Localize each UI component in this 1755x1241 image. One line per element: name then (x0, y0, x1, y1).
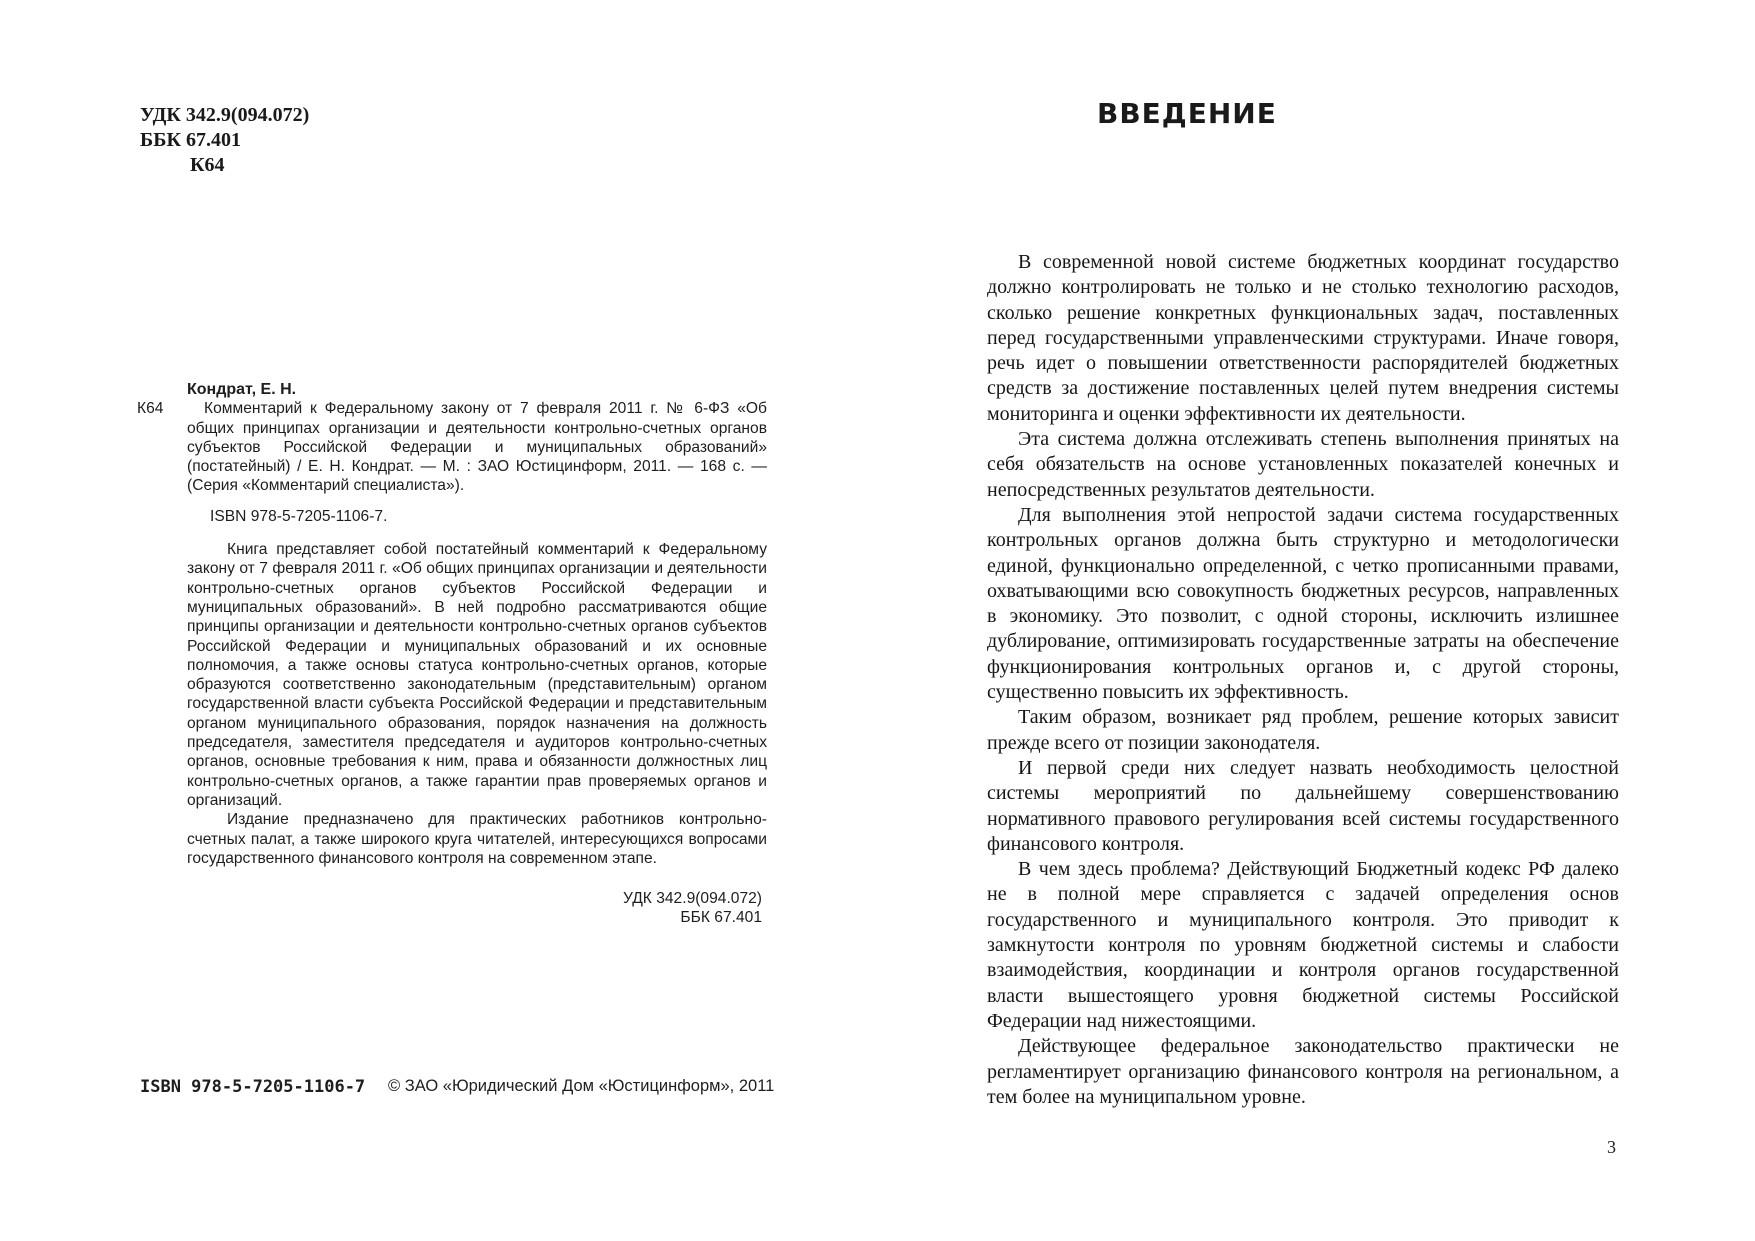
udc-code: УДК 342.9(094.072) (140, 104, 310, 126)
annotation-paragraph: Издание предназначено для практических работников контрольно-счетных палат, а также широкого круга читателей, интересующихся вопросами государственного финансового контроля на современном этапе. (187, 811, 767, 867)
annotation-paragraph: Книга представляет собой постатейный комментарий к Федеральному закону от 7 февраля 2011 г. «Об общих принципах организации и деятельности контрольно-счетных органов субъектов Российской Федерации и муниципальных образований». В ней подробно рассматриваются общие принципы организации и деятельности контрольно-счетных органов субъектов Российской Федерации и муниципальных образований и их основные полномочия, а также основы статуса контрольно-счетных органов, которые образуются соответственно законодательным (представительным) органом государственной власти субъекта Российской Федерации и представительным органом муниципального образования, порядок назначения на должность председателя, заместителя председателя и аудиторов контрольно-счетных органов, основные требования к ним, права и обязанности должностных лиц контрольно-счетных органов, а также гарантии прав проверяемых органов и организаций. (187, 541, 767, 809)
body-paragraph: Для выполнения этой непростой задачи система государственных контрольных органов должна быть структурно и методологически единой, функционально определенной, с четко прописанными правами, охватывающими всю совокупность бюджетных ресурсов, направленных в экономику. Это позволит, с одной стороны, исключить излишнее дублирование, оптимизировать государственные затраты на обеспечение функционирования контрольных органов и, с другой стороны, существенно повысить их эффективность. (987, 503, 1619, 704)
body-paragraph: В чем здесь проблема? Действующий Бюджетный кодекс РФ далеко не в полной мере справляется с задачей определения основ государственного и муниципального контроля. Это приводит к замкнутости контроля по уровням бюджетной системы и слабости взаимодействия, координации и контроля органов государственной власти вышестоящего уровня бюджетной системы Российской Федерации над нижестоящими. (987, 858, 1619, 1032)
intro-body (987, 250, 1619, 1110)
catalog-classification (137, 889, 762, 928)
footer-isbn: ISBN 978-5-7205-1106-7 (140, 1077, 366, 1097)
catalog-entry (137, 399, 767, 495)
catalog-udc: УДК 342.9(094.072) (623, 890, 762, 908)
body-paragraph: Таким образом, возникает ряд проблем, решение которых зависит прежде всего от позиции законодателя. (987, 706, 1619, 754)
catalog-bbk: ББК 67.401 (680, 909, 762, 927)
page-number: 3 (1607, 1137, 1616, 1157)
body-paragraph: Действующее федеральное законодательство практически не регламентирует организацию финансового контроля на региональном, а тем более на муниципальном уровне. (987, 1035, 1619, 1108)
catalog-author: Кондрат, Е. Н. (187, 381, 297, 398)
catalog-isbn: ISBN 978-5-7205-1106-7. (210, 507, 388, 525)
catalog-entry-text: Комментарий к Федеральному закону от 7 февраля 2011 г. № 6-ФЗ «Об общих принципах организации и деятельности контрольно-счетных органов субъектов Российской Федерации и муниципальных образований» (постатейный) / Е. Н. Кондрат. — М. : ЗАО Юстицинформ, 2011. — 168 с. — (Серия «Комментарий специалиста»). (187, 400, 767, 495)
catalog-card (137, 380, 767, 928)
body-paragraph: Эта система должна отслеживать степень выполнения принятых на себя обязательств на основе установленных показателей конечных и непосредственных результатов деятельности. (987, 428, 1619, 501)
body-paragraph: И первой среди них следует назвать необходимость целостной системы мероприятий по дальнейшему совершенствованию нормативного правового регулирования всей системы государственного финансового контроля. (987, 756, 1619, 855)
catalog-annotation (187, 540, 767, 868)
left-page (0, 0, 877, 1241)
classification-header (140, 103, 309, 178)
author-mark: К64 (190, 154, 225, 176)
footer-copyright: © ЗАО «Юридический Дом «Юстицинформ», 2011 (388, 1077, 775, 1095)
page-title: ВВЕДЕНИЕ (1097, 97, 1277, 130)
bbk-code: ББК 67.401 (140, 129, 241, 151)
right-page (877, 0, 1755, 1241)
catalog-code: К64 (137, 400, 164, 418)
body-paragraph: В современной новой системе бюджетных координат государство должно контролировать не только и не столько технологию расходов, сколько решение конкретных функциональных задач, поставленных перед государственными управленческими структурами. Иначе говоря, речь идет о повышении ответственности распорядителей бюджетных средств за достижение поставленных целей путем внедрения системы мониторинга и оценки эффективности их деятельности. (987, 251, 1619, 425)
